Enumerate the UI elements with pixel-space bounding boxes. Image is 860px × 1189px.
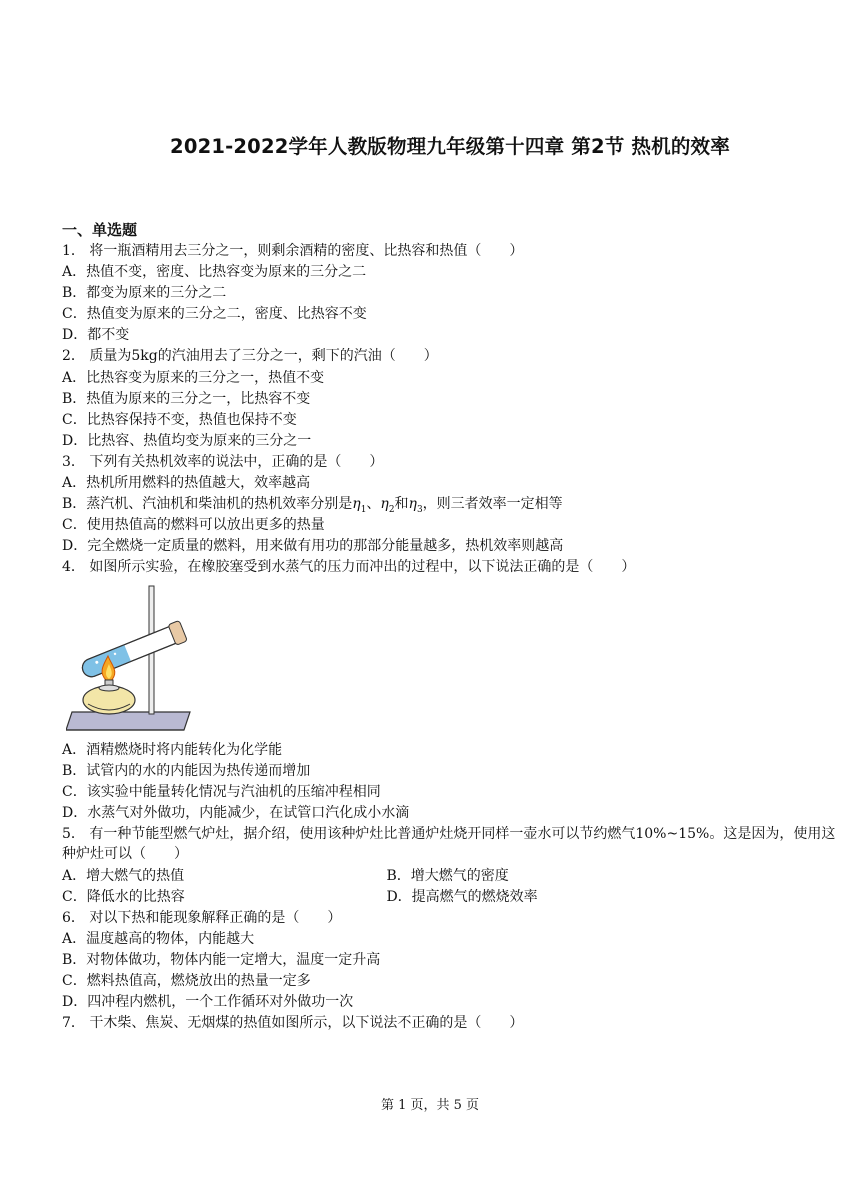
question-3-stem: 3． 下列有关热机效率的说法中，正确的是（ ） <box>62 454 384 470</box>
test-tube-experiment-figure <box>66 584 196 738</box>
question-2-option-b: B．热值为原来的三分之一，比热容不变 <box>62 391 311 407</box>
question-6-stem: 6． 对以下热和能现象解释正确的是（ ） <box>62 910 342 926</box>
question-2-option-c: C．比热容保持不变，热值也保持不变 <box>62 412 297 428</box>
question-1-option-d: D．都不变 <box>62 327 130 343</box>
question-7-stem: 7． 干木柴、焦炭、无烟煤的热值如图所示，以下说法不正确的是（ ） <box>62 1015 524 1031</box>
question-6-option-d: D．四冲程内燃机，一个工作循环对外做功一次 <box>62 994 354 1010</box>
question-5-options-row-1 <box>62 866 838 886</box>
question-3-option-a: A．热机所用燃料的热值越大，效率越高 <box>62 475 311 491</box>
question-5-option-d: D．提高燃气的燃烧效率 <box>386 889 538 905</box>
question-5-options-row-2 <box>62 887 838 907</box>
question-6-option-a: A．温度越高的物体，内能越大 <box>62 931 255 947</box>
question-2-stem: 2． 质量为5kg的汽油用去了三分之一，剩下的汽油（ ） <box>62 348 438 364</box>
question-1-option-c: C．热值变为原来的三分之二，密度、比热容不变 <box>62 306 367 322</box>
question-4-option-a: A．酒精燃烧时将内能转化为化学能 <box>62 742 283 758</box>
question-4-option-c: C．该实验中能量转化情况与汽油机的压缩冲程相同 <box>62 784 381 800</box>
question-1-option-b: B．都变为原来的三分之二 <box>62 285 227 301</box>
question-5-option-a: A．增大燃气的热值 <box>62 868 185 884</box>
question-5-option-b: B．增大燃气的密度 <box>386 868 509 884</box>
question-3-option-b: B．蒸汽机、汽油机和柴油机的热机效率分别是$\eta_1$、$\eta_2$和$\eta_3$，则三者效率一定相等 <box>62 496 563 515</box>
question-5-stem: 5． 有一种节能型燃气炉灶，据介绍，使用该种炉灶比普通炉灶烧开同样一壶水可以节约燃气10%~15%。这是因为，使用这种炉灶可以（ ） <box>62 826 836 862</box>
question-4-option-d: D．水蒸气对外做功，内能减少，在试管口汽化成小水滴 <box>62 805 410 821</box>
question-6-option-b: B．对物体做功，物体内能一定增大，温度一定升高 <box>62 952 381 968</box>
page-title: 2021-2022学年人教版物理九年级第十四章 第2节 热机的效率 <box>170 135 730 158</box>
question-1-option-a: A．热值不变，密度、比热容变为原来的三分之二 <box>62 264 367 280</box>
question-3-option-d: D．完全燃烧一定质量的燃料，用来做有用功的那部分能量越多，热机效率则越高 <box>62 538 564 554</box>
question-2-option-d: D．比热容、热值均变为原来的三分之一 <box>62 433 312 449</box>
question-3-option-c: C．使用热值高的燃料可以放出更多的热量 <box>62 517 325 533</box>
question-4-stem: 4． 如图所示实验，在橡胶塞受到水蒸气的压力而冲出的过程中，以下说法正确的是（ ） <box>62 559 636 575</box>
question-4-option-b: B．试管内的水的内能因为热传递而增加 <box>62 763 311 779</box>
question-5-option-c: C．降低水的比热容 <box>62 889 185 905</box>
question-6-option-c: C．燃料热值高，燃烧放出的热量一定多 <box>62 973 311 989</box>
page-footer: 第 1 页，共 5 页 <box>380 1098 480 1113</box>
question-2-option-a: A．比热容变为原来的三分之一，热值不变 <box>62 370 325 386</box>
section-heading: 一、单选题 <box>62 221 138 239</box>
question-1-stem: 1． 将一瓶酒精用去三分之一，则剩余酒精的密度、比热容和热值（ ） <box>62 243 524 259</box>
